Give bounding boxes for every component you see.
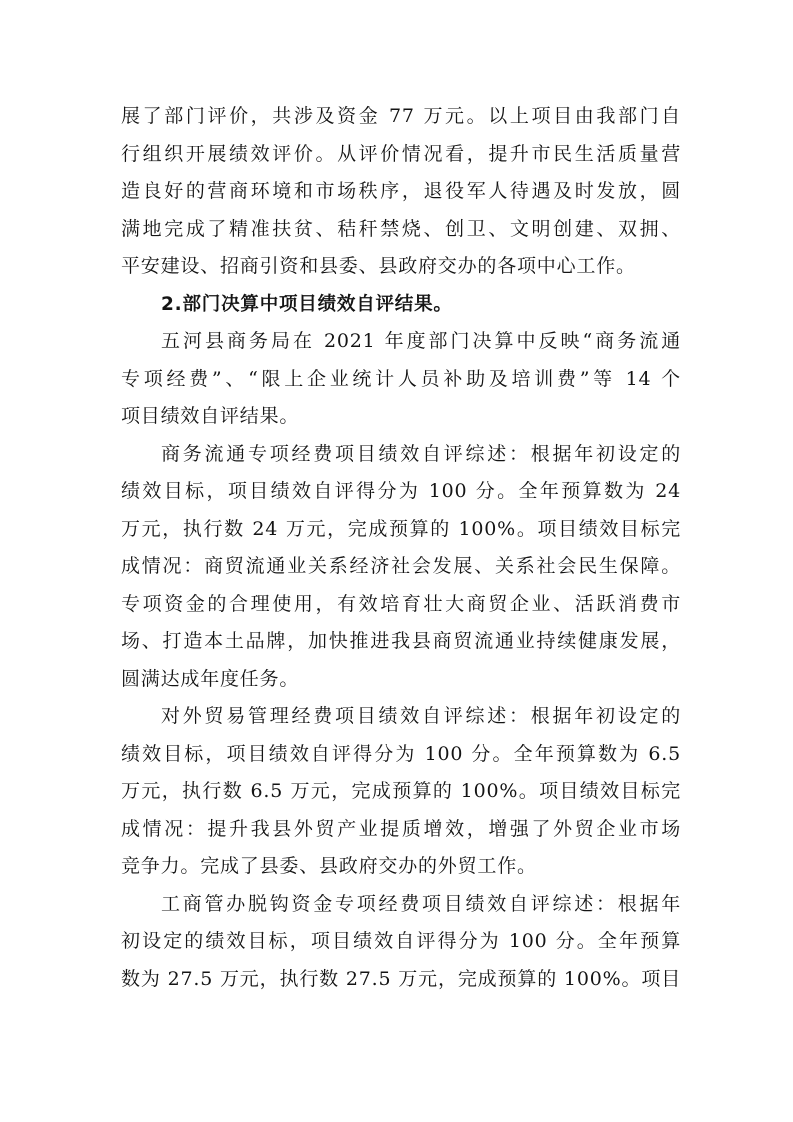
text-line: 行组织开展绩效评价。从评价情况看，提升市民生活质量营 [121,142,681,165]
text-line: 场、打造本土品牌，加快推进我县商贸流通业持续健康发展， [121,630,681,652]
paragraph-foreign-trade-project [121,698,681,886]
text-line: 商务流通专项经费项目绩效自评综述：根据年初设定的 [161,442,681,465]
text-line: 绩效目标，项目绩效自评得分为 100 分。全年预算数为 24 [121,480,681,502]
document-body [121,98,681,998]
text-line: 绩效目标，项目绩效自评得分为 100 分。全年预算数为 6.5 [121,742,681,765]
text-line: 初设定的绩效目标，项目绩效自评得分为 100 分。全年预算 [121,930,681,952]
paragraph-summary [121,323,681,436]
text-line: 工商管办脱钩资金专项经费项目绩效自评综述：根据年 [161,892,681,915]
section-heading [121,286,681,324]
text-line: 成情况：商贸流通业关系经济社会发展、关系社会民生保障。 [121,555,681,577]
section-heading-text: 2.部门决算中项目绩效自评结果。 [161,293,453,315]
text-line: 数为 27.5 万元，执行数 27.5 万元，完成预算的 100%。项目 [121,967,681,990]
text-line: 项目绩效自评结果。 [121,405,300,427]
text-line: 满地完成了精准扶贫、秸秆禁烧、创卫、文明创建、双拥、 [121,217,681,240]
text-line: 专项经费”、“限上企业统计人员补助及培训费”等 14 个 [121,367,681,390]
paragraph-decoupling-fund-project [121,886,681,999]
text-line: 五河县商务局在 2021 年度部门决算中反映“商务流通 [161,330,681,352]
text-line: 圆满达成年度任务。 [121,667,300,690]
text-line: 成情况：提升我县外贸产业提质增效，增强了外贸企业市场 [121,817,681,840]
text-line: 造良好的营商环境和市场秩序，退役军人待遇及时发放，圆 [121,180,681,202]
text-line: 对外贸易管理经费项目绩效自评综述：根据年初设定的 [161,705,681,727]
paragraph-continued [121,98,681,286]
text-line: 专项资金的合理使用，有效培育壮大商贸企业、活跃消费市 [121,592,681,615]
text-line: 万元，执行数 24 万元，完成预算的 100%。项目绩效目标完 [121,517,681,540]
paragraph-commerce-project [121,436,681,699]
text-line: 平安建设、招商引资和县委、县政府交办的各项中心工作。 [121,255,636,277]
text-line: 展了部门评价，共涉及资金 77 万元。以上项目由我部门自 [121,105,681,127]
text-line: 万元，执行数 6.5 万元，完成预算的 100%。项目绩效目标完 [121,780,681,802]
text-line: 竞争力。完成了县委、县政府交办的外贸工作。 [121,855,537,877]
